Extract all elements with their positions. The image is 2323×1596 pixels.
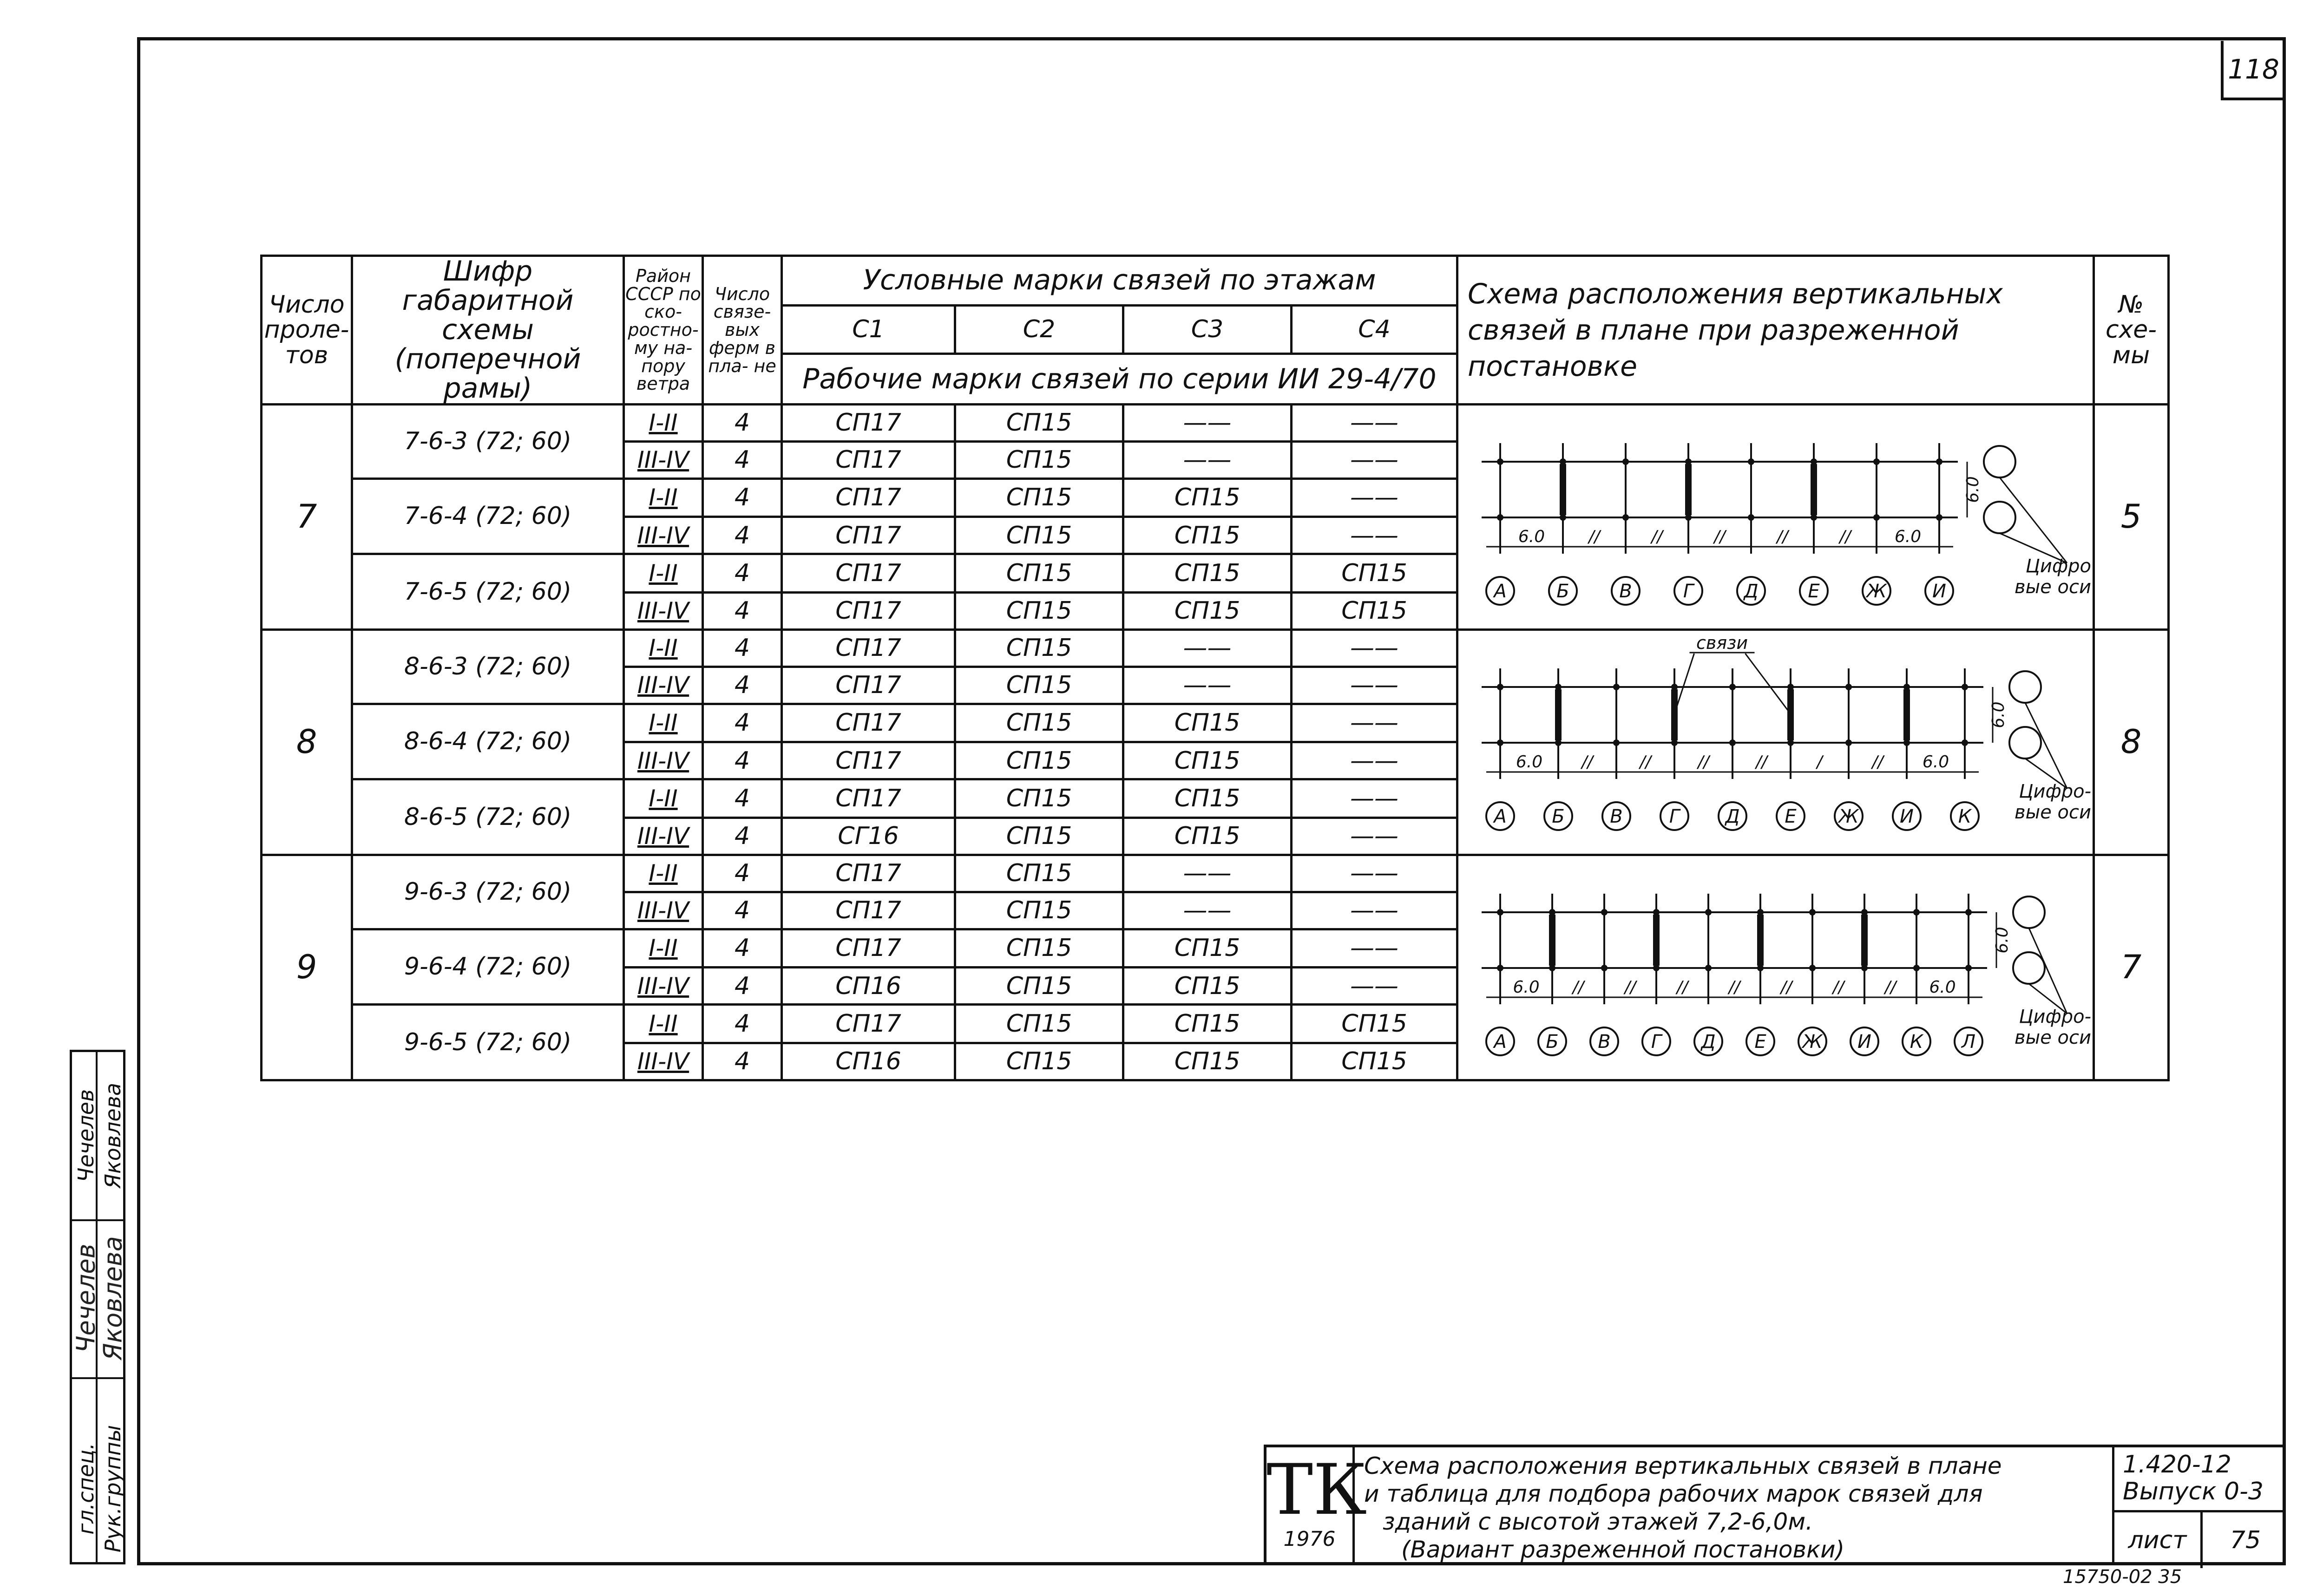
- header-wind-region: Район СССР по ско- ростно- му на- пору ветра: [624, 256, 703, 405]
- column-node: [1965, 965, 1972, 971]
- mark-c1-cell: СП17: [782, 554, 955, 593]
- bracing-plan-diagram: [1458, 635, 2095, 850]
- axis-label: И: [1900, 805, 1914, 827]
- mark-c4-cell: ——: [1292, 517, 1457, 554]
- dimension-label: //: [1777, 527, 1788, 546]
- wind-region-cell: III-IV: [624, 667, 703, 704]
- axis-label: Б: [1546, 1031, 1559, 1053]
- numeric-axes-label: вые оси: [2015, 801, 2091, 823]
- truss-count-cell: 4: [703, 667, 782, 704]
- mark-c1-cell: СП17: [782, 855, 955, 892]
- numeric-axes-label: Цифро-: [2019, 780, 2091, 802]
- header-c2: С2: [955, 305, 1123, 354]
- mark-c3-cell: СП15: [1123, 818, 1292, 855]
- column-node: [1748, 514, 1754, 521]
- dimension-label: 6.0: [1922, 752, 1949, 772]
- frame-cipher-cell: 9-6-4 (72; 60): [352, 929, 624, 1005]
- bracing-callout: связи: [1696, 634, 1748, 653]
- mark-c1-cell: СП17: [782, 667, 955, 704]
- column-node: [1913, 909, 1920, 916]
- dimension-label: //: [1780, 977, 1792, 997]
- header-spans: Число проле- тов: [262, 256, 352, 405]
- numeric-axis-bubble: [2013, 896, 2045, 928]
- numeric-axes-label: вые оси: [2015, 576, 2091, 598]
- column-node: [1873, 514, 1880, 521]
- mark-c3-cell: ——: [1123, 667, 1292, 704]
- mark-c3-cell: ——: [1123, 855, 1292, 892]
- leader-line: [2000, 477, 2067, 563]
- mark-c4-cell: ——: [1292, 704, 1457, 742]
- mark-c2-cell: СП15: [955, 667, 1123, 704]
- span-count-cell: 8: [262, 629, 352, 855]
- mark-c4-cell: СП15: [1292, 1005, 1457, 1043]
- desc-line: и таблица для подбора рабочих марок связей для: [1364, 1480, 1983, 1507]
- mark-c2-cell: СП15: [955, 517, 1123, 554]
- wind-region-cell: I-II: [624, 704, 703, 742]
- axis-label: Е: [1808, 580, 1820, 602]
- side-dimension-label: 6.0: [1989, 701, 2008, 728]
- mark-c1-cell: СП17: [782, 742, 955, 779]
- axis-label: Л: [1961, 1031, 1976, 1053]
- truss-count-cell: 4: [703, 968, 782, 1005]
- mark-c1-cell: СП17: [782, 892, 955, 929]
- wind-region-cell: I-II: [624, 554, 703, 593]
- dimension-label: //: [1640, 752, 1651, 772]
- truss-count-cell: 4: [703, 1005, 782, 1043]
- top-sheet-number: 118: [2221, 41, 2284, 100]
- axis-label: К: [1910, 1031, 1923, 1053]
- numeric-axis-bubble: [1984, 502, 2015, 533]
- dimension-label: //: [1884, 977, 1896, 997]
- wind-region-cell: I-II: [624, 1005, 703, 1043]
- signature-1: Чечелев: [71, 1243, 101, 1353]
- bracing-table: [260, 255, 2170, 1081]
- header-working-marks: Рабочие марки связей по серии ИИ 29-4/70: [782, 354, 1457, 405]
- mark-c3-cell: СП15: [1123, 517, 1292, 554]
- table-row: [262, 405, 2169, 442]
- mark-c2-cell: СП15: [955, 855, 1123, 892]
- schema-diagram-cell: [1457, 629, 2094, 855]
- truss-count-cell: 4: [703, 1043, 782, 1080]
- axis-label: В: [1610, 805, 1623, 827]
- header-c4: С4: [1292, 305, 1457, 354]
- dimension-label: 6.0: [1894, 527, 1922, 546]
- axis-label: Д: [1701, 1031, 1716, 1053]
- truss-count-cell: 4: [703, 554, 782, 593]
- column-node: [1705, 909, 1712, 916]
- wind-region-cell: III-IV: [624, 892, 703, 929]
- frame-cipher-cell: 8-6-3 (72; 60): [352, 629, 624, 704]
- mark-c1-cell: СП17: [782, 441, 955, 478]
- sheet-label: лист: [2114, 1512, 2203, 1568]
- schema-number-cell: 5: [2094, 405, 2169, 630]
- header-schema: Схема расположения вертикальных связей в плане при разреженной постановке: [1457, 256, 2094, 405]
- desc-line: Схема расположения вертикальных связей в плане: [1364, 1452, 2002, 1479]
- column-node: [1748, 458, 1754, 465]
- column-node: [1497, 684, 1503, 690]
- wind-region-cell: III-IV: [624, 592, 703, 629]
- dimension-label: 6.0: [1516, 752, 1543, 772]
- schema-number-cell: 8: [2094, 629, 2169, 855]
- mark-c4-cell: СП15: [1292, 554, 1457, 593]
- axis-label: В: [1619, 580, 1632, 602]
- axis-label: Ж: [1802, 1031, 1823, 1053]
- column-node: [1613, 739, 1620, 746]
- mark-c3-cell: ——: [1123, 892, 1292, 929]
- series: 1.420-12: [2123, 1451, 2231, 1478]
- axis-label: А: [1494, 805, 1507, 827]
- column-node: [1913, 965, 1920, 971]
- column-node: [1809, 909, 1816, 916]
- mark-c2-cell: СП15: [955, 704, 1123, 742]
- truss-count-cell: 4: [703, 929, 782, 968]
- mark-c2-cell: СП15: [955, 818, 1123, 855]
- mark-c4-cell: СП15: [1292, 592, 1457, 629]
- wind-region-cell: I-II: [624, 929, 703, 968]
- span-count-cell: 7: [262, 405, 352, 630]
- column-node: [1861, 909, 1868, 916]
- dimension-label: //: [1698, 752, 1709, 772]
- column-node: [1601, 909, 1608, 916]
- mark-c4-cell: ——: [1292, 892, 1457, 929]
- mark-c4-cell: ——: [1292, 929, 1457, 968]
- wind-region-cell: III-IV: [624, 1043, 703, 1080]
- mark-c1-cell: СП17: [782, 1005, 955, 1043]
- approval-strip: [70, 1050, 128, 1564]
- column-node: [1653, 965, 1660, 971]
- column-node: [1685, 514, 1692, 521]
- header-cipher: Шифр габаритной схемы (поперечной рамы): [352, 256, 624, 405]
- mark-c3-cell: СП15: [1123, 1043, 1292, 1080]
- column-node: [1549, 965, 1555, 971]
- mark-c4-cell: ——: [1292, 478, 1457, 517]
- truss-count-cell: 4: [703, 629, 782, 667]
- wind-region-cell: I-II: [624, 779, 703, 818]
- column-node: [1936, 458, 1942, 465]
- column-node: [1903, 684, 1910, 690]
- column-node: [1729, 684, 1736, 690]
- mark-c3-cell: СП15: [1123, 1005, 1292, 1043]
- truss-count-cell: 4: [703, 704, 782, 742]
- schema-diagram-cell: [1457, 405, 2094, 630]
- mark-c1-cell: СП17: [782, 478, 955, 517]
- mark-c4-cell: ——: [1292, 667, 1457, 704]
- dimension-label: //: [1572, 977, 1584, 997]
- mark-c3-cell: СП15: [1123, 968, 1292, 1005]
- mark-c1-cell: СП17: [782, 629, 955, 667]
- mark-c2-cell: СП15: [955, 1043, 1123, 1080]
- truss-count-cell: 4: [703, 742, 782, 779]
- column-node: [1497, 739, 1503, 746]
- mark-c3-cell: СП15: [1123, 779, 1292, 818]
- truss-count-cell: 4: [703, 779, 782, 818]
- column-node: [1903, 739, 1910, 746]
- mark-c2-cell: СП15: [955, 554, 1123, 593]
- column-node: [1787, 739, 1794, 746]
- mark-c4-cell: ——: [1292, 968, 1457, 1005]
- axis-label: А: [1494, 580, 1507, 602]
- numeric-axis-bubble: [2009, 727, 2041, 759]
- mark-c4-cell: ——: [1292, 779, 1457, 818]
- wind-region-cell: III-IV: [624, 517, 703, 554]
- mark-c1-cell: СП17: [782, 779, 955, 818]
- numeric-axes-label: вые оси: [2015, 1027, 2091, 1048]
- mark-c4-cell: ——: [1292, 441, 1457, 478]
- table-row: [262, 629, 2169, 667]
- wind-region-cell: III-IV: [624, 968, 703, 1005]
- column-node: [1497, 458, 1503, 465]
- series-code: [2114, 1447, 2286, 1512]
- dimension-label: 6.0: [1518, 527, 1545, 546]
- dimension-label: //: [1756, 752, 1767, 772]
- name-chief-specialist: Чечелев: [73, 1089, 98, 1183]
- dimension-label: //: [1676, 977, 1688, 997]
- dimension-label: //: [1651, 527, 1663, 546]
- mark-c1-cell: СП16: [782, 1043, 955, 1080]
- mark-c2-cell: СП15: [955, 742, 1123, 779]
- mark-c3-cell: ——: [1123, 441, 1292, 478]
- column-node: [1873, 458, 1880, 465]
- axis-label: Ж: [1866, 580, 1887, 602]
- numeric-axes-label: Цифро-: [2019, 1006, 2091, 1027]
- column-node: [1613, 684, 1620, 690]
- schema-number-cell: 7: [2094, 855, 2169, 1080]
- dimension-label: 6.0: [1513, 977, 1540, 997]
- column-node: [1809, 965, 1816, 971]
- wind-region-cell: I-II: [624, 478, 703, 517]
- role-chief-specialist: гл.спец.: [73, 1443, 98, 1535]
- title-block: [1264, 1445, 2286, 1565]
- drawing-description: [1364, 1452, 2089, 1563]
- inventory-number: 15750-02 35: [2063, 1566, 2182, 1588]
- column-node: [1936, 514, 1942, 521]
- mark-c3-cell: СП15: [1123, 742, 1292, 779]
- mark-c3-cell: СП15: [1123, 554, 1292, 593]
- column-node: [1622, 514, 1629, 521]
- table-row: [262, 855, 2169, 892]
- mark-c3-cell: СП15: [1123, 704, 1292, 742]
- truss-count-cell: 4: [703, 592, 782, 629]
- column-node: [1845, 684, 1852, 690]
- truss-count-cell: 4: [703, 405, 782, 442]
- organization-logo: [1266, 1447, 1367, 1565]
- mark-c2-cell: СП15: [955, 779, 1123, 818]
- mark-c3-cell: ——: [1123, 405, 1292, 442]
- mark-c2-cell: СП15: [955, 405, 1123, 442]
- dimension-label: //: [1588, 527, 1600, 546]
- column-node: [1549, 909, 1555, 916]
- truss-count-cell: 4: [703, 818, 782, 855]
- column-node: [1497, 965, 1503, 971]
- column-node: [1861, 965, 1868, 971]
- axis-label: Е: [1785, 805, 1797, 827]
- dimension-label: /: [1817, 752, 1823, 772]
- axis-label: Е: [1754, 1031, 1766, 1053]
- wind-region-cell: III-IV: [624, 818, 703, 855]
- mark-c4-cell: ——: [1292, 742, 1457, 779]
- column-node: [1671, 739, 1678, 746]
- mark-c3-cell: СП15: [1123, 929, 1292, 968]
- span-count-cell: 9: [262, 855, 352, 1080]
- frame-cipher-cell: 9-6-5 (72; 60): [352, 1005, 624, 1080]
- column-node: [1811, 458, 1817, 465]
- mark-c1-cell: СП17: [782, 929, 955, 968]
- column-node: [1962, 684, 1968, 690]
- mark-c1-cell: СП17: [782, 592, 955, 629]
- wind-region-cell: I-II: [624, 855, 703, 892]
- dimension-label: //: [1872, 752, 1883, 772]
- callout-leader: [1746, 654, 1791, 714]
- dimension-label: //: [1839, 527, 1851, 546]
- header-conditional-marks: Условные марки связей по этажам: [782, 256, 1457, 306]
- side-dimension-label: 6.0: [1963, 476, 1982, 503]
- mark-c4-cell: ——: [1292, 629, 1457, 667]
- mark-c2-cell: СП15: [955, 592, 1123, 629]
- column-node: [1705, 965, 1712, 971]
- dimension-label: //: [1832, 977, 1844, 997]
- name-group-leader: Яковлева: [100, 1082, 125, 1189]
- mark-c1-cell: СП16: [782, 968, 955, 1005]
- numeric-axis-bubble: [2009, 671, 2041, 703]
- axis-label: И: [1857, 1031, 1871, 1053]
- schema-diagram-cell: [1457, 855, 2094, 1080]
- frame-cipher-cell: 7-6-3 (72; 60): [352, 405, 624, 479]
- side-dimension-label: 6.0: [1993, 927, 2012, 954]
- wind-region-cell: I-II: [624, 405, 703, 442]
- numeric-axis-bubble: [1984, 446, 2015, 477]
- mark-c2-cell: СП15: [955, 892, 1123, 929]
- mark-c3-cell: СП15: [1123, 592, 1292, 629]
- column-node: [1685, 458, 1692, 465]
- mark-c2-cell: СП15: [955, 929, 1123, 968]
- bracing-plan-diagram: [1458, 410, 2095, 624]
- axis-label: Г: [1669, 805, 1680, 827]
- mark-c2-cell: СП15: [955, 968, 1123, 1005]
- frame-cipher-cell: 8-6-5 (72; 60): [352, 779, 624, 855]
- column-node: [1555, 739, 1562, 746]
- axis-label: Г: [1651, 1031, 1662, 1053]
- signature-2: Яковлева: [98, 1236, 128, 1361]
- column-node: [1555, 684, 1562, 690]
- dimension-label: //: [1728, 977, 1740, 997]
- column-node: [1560, 458, 1566, 465]
- sheet-number: 75: [2230, 1526, 2261, 1554]
- dimension-label: 6.0: [1929, 977, 1956, 997]
- dimension-label: //: [1581, 752, 1593, 772]
- axis-label: Ж: [1838, 805, 1859, 827]
- axis-label: В: [1598, 1031, 1611, 1053]
- axis-label: Б: [1552, 805, 1565, 827]
- mark-c4-cell: ——: [1292, 818, 1457, 855]
- dimension-label: //: [1714, 527, 1726, 546]
- header-truss-count: Число связе- вых ферм в пла- не: [703, 256, 782, 405]
- bracing-plan-diagram: [1458, 860, 2095, 1075]
- frame-cipher-cell: 8-6-4 (72; 60): [352, 704, 624, 779]
- column-node: [1811, 514, 1817, 521]
- frame-cipher-cell: 9-6-3 (72; 60): [352, 855, 624, 929]
- header-c3: С3: [1123, 305, 1292, 354]
- column-node: [1962, 739, 1968, 746]
- column-node: [1601, 965, 1608, 971]
- header-c1: С1: [782, 305, 955, 354]
- mark-c4-cell: СП15: [1292, 1043, 1457, 1080]
- truss-count-cell: 4: [703, 517, 782, 554]
- desc-line: (Вариант разреженной постановки): [1401, 1536, 1845, 1563]
- mark-c3-cell: СП15: [1123, 478, 1292, 517]
- axis-label: Б: [1556, 580, 1569, 602]
- truss-count-cell: 4: [703, 478, 782, 517]
- mark-c2-cell: СП15: [955, 1005, 1123, 1043]
- axis-label: А: [1494, 1031, 1507, 1053]
- leader-line: [2025, 703, 2067, 788]
- axis-label: К: [1958, 805, 1972, 827]
- frame-cipher-cell: 7-6-5 (72; 60): [352, 554, 624, 630]
- mark-c2-cell: СП15: [955, 441, 1123, 478]
- issue: Выпуск 0-3: [2123, 1478, 2264, 1505]
- column-node: [1671, 684, 1678, 690]
- column-node: [1653, 909, 1660, 916]
- wind-region-cell: III-IV: [624, 742, 703, 779]
- column-node: [1757, 965, 1764, 971]
- wind-region-cell: III-IV: [624, 441, 703, 478]
- column-node: [1757, 909, 1764, 916]
- numeric-axes-label: Цифро: [2025, 555, 2091, 577]
- column-node: [1560, 514, 1566, 521]
- role-group-leader: Рук.группы: [100, 1425, 125, 1553]
- callout-leader: [1674, 654, 1694, 714]
- column-node: [1622, 458, 1629, 465]
- mark-c3-cell: ——: [1123, 629, 1292, 667]
- wind-region-cell: I-II: [624, 629, 703, 667]
- column-node: [1497, 514, 1503, 521]
- axis-label: Д: [1725, 805, 1740, 827]
- axis-label: Г: [1683, 580, 1694, 602]
- leader-line: [2029, 928, 2067, 1014]
- column-node: [1497, 909, 1503, 916]
- truss-count-cell: 4: [703, 892, 782, 929]
- column-node: [1787, 684, 1794, 690]
- mark-c2-cell: СП15: [955, 478, 1123, 517]
- tk-logo: ТК: [1266, 1450, 1367, 1531]
- axis-label: И: [1932, 580, 1946, 602]
- year: 1976: [1283, 1527, 1336, 1551]
- mark-c2-cell: СП15: [955, 629, 1123, 667]
- column-node: [1729, 739, 1736, 746]
- column-node: [1845, 739, 1852, 746]
- mark-c4-cell: ——: [1292, 405, 1457, 442]
- frame-cipher-cell: 7-6-4 (72; 60): [352, 478, 624, 554]
- axis-label: Д: [1744, 580, 1759, 602]
- header-schema-number: № схе- мы: [2094, 256, 2169, 405]
- mark-c1-cell: СП17: [782, 405, 955, 442]
- dimension-label: //: [1624, 977, 1636, 997]
- mark-c1-cell: СП17: [782, 517, 955, 554]
- mark-c4-cell: ——: [1292, 855, 1457, 892]
- mark-c1-cell: СП17: [782, 704, 955, 742]
- truss-count-cell: 4: [703, 441, 782, 478]
- numeric-axis-bubble: [2013, 952, 2045, 984]
- desc-line: зданий с высотой этажей 7,2-6,0м.: [1383, 1508, 1813, 1535]
- truss-count-cell: 4: [703, 855, 782, 892]
- column-node: [1965, 909, 1972, 916]
- mark-c1-cell: СГ16: [782, 818, 955, 855]
